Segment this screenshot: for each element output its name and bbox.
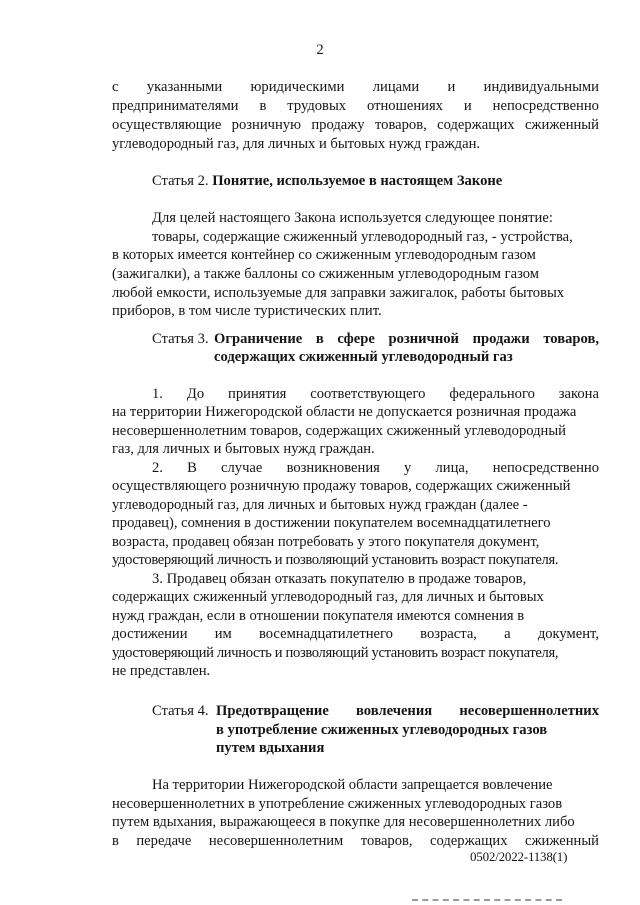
article-2-line: товары, содержащие сжиженный углеводородный газ, - устройства,: [152, 229, 573, 245]
article-2-heading: [152, 172, 502, 190]
article-3-prefix: Статья 3.: [152, 331, 209, 347]
article-3-line: углеводородный газ, для личных и бытовых нужд граждан (далее -: [112, 497, 528, 513]
article-3-line: 3. Продавец обязан отказать покупателю в продаже товаров,: [152, 571, 527, 587]
article-3-line: несовершеннолетним товаров, содержащих сжиженный углеводородный: [112, 423, 566, 439]
article-2-line: Для целей настоящего Закона используется следующее понятие:: [152, 210, 553, 226]
article-4-line: в передаче несовершеннолетним товаров, содержащих сжиженный: [112, 833, 599, 849]
article-2-title: Понятие, используемое в настоящем Законе: [212, 173, 503, 189]
article-3-title-line: содержащих сжиженный углеводородный газ: [214, 349, 513, 365]
article-4-title-line: в употребление сжиженных углеводородных газов: [216, 722, 548, 738]
intro-line: осуществляющие розничную продажу товаров, содержащих сжиженный: [112, 117, 599, 133]
article-3-line: удостоверяющий личность и позволяющий установить возраст покупателя.: [112, 552, 559, 568]
article-3-line: 2. В случае возникновения у лица, непосредственно: [152, 460, 599, 476]
article-4-line: несовершеннолетних в употребление сжиженных углеводородных газов: [112, 796, 563, 812]
article-2-line: (зажигалки), а также баллоны со сжиженным углеводородным газом: [112, 266, 540, 282]
article-3-line: достижении им восемнадцатилетнего возраста, а документ,: [112, 626, 599, 642]
article-4-title-line: путем вдыхания: [216, 740, 325, 756]
article-3-line: на территории Нижегородской области не допускается розничная продажа: [112, 404, 577, 420]
article-2-line: в которых имеется контейнер со сжиженным углеводородным газом: [112, 247, 536, 263]
page-number: 2: [316, 42, 324, 58]
article-3-line: возраста, продавец обязан потребовать у этого покупателя документ,: [112, 534, 540, 550]
article-3-line: 1. До принятия соответствующего федерального закона: [152, 386, 599, 402]
article-3-line: удостоверяющий личность и позволяющий установить возраст покупателя,: [112, 645, 559, 661]
intro-line: предпринимателями в трудовых отношениях и непосредственно: [112, 98, 599, 114]
article-2-prefix: Статья 2.: [152, 173, 209, 189]
article-3-line: не представлен.: [112, 663, 211, 679]
article-3-title-line: Ограничение в сфере розничной продажи товаров,: [214, 331, 599, 347]
article-4-title-line: Предотвращение вовлечения несовершеннолетних: [216, 703, 599, 719]
article-3-line: нужд граждан, если в отношении покупателя имеются сомнения в: [112, 608, 525, 624]
article-4-prefix: Статья 4.: [152, 703, 209, 719]
intro-line: с указанными юридическими лицами и индивидуальными: [112, 79, 599, 95]
article-3-line: содержащих сжиженный углеводородный газ, для личных и бытовых: [112, 589, 544, 605]
article-2-line: приборов, в том числе туристических плит.: [112, 303, 382, 319]
article-2-line: любой емкости, используемые для заправки зажигалок, работы бытовых: [112, 285, 565, 301]
article-4-line: На территории Нижегородской области запрещается вовлечение: [152, 777, 553, 793]
intro-line: углеводородный газ, для личных и бытовых нужд граждан.: [112, 136, 481, 152]
article-3-line: продавец), сомнения в достижении покупателем восемнадцатилетнего: [112, 515, 551, 531]
article-4-line: путем вдыхания, выражающееся в покупке для несовершеннолетних либо: [112, 814, 575, 830]
article-3-line: газ, для личных и бытовых нужд граждан.: [112, 441, 375, 457]
document-code: 0502/2022-1138(1): [470, 849, 568, 864]
article-3-line: осуществляющего розничную продажу товаров, содержащих сжиженный: [112, 478, 571, 494]
page-edge-mark: [412, 899, 562, 903]
